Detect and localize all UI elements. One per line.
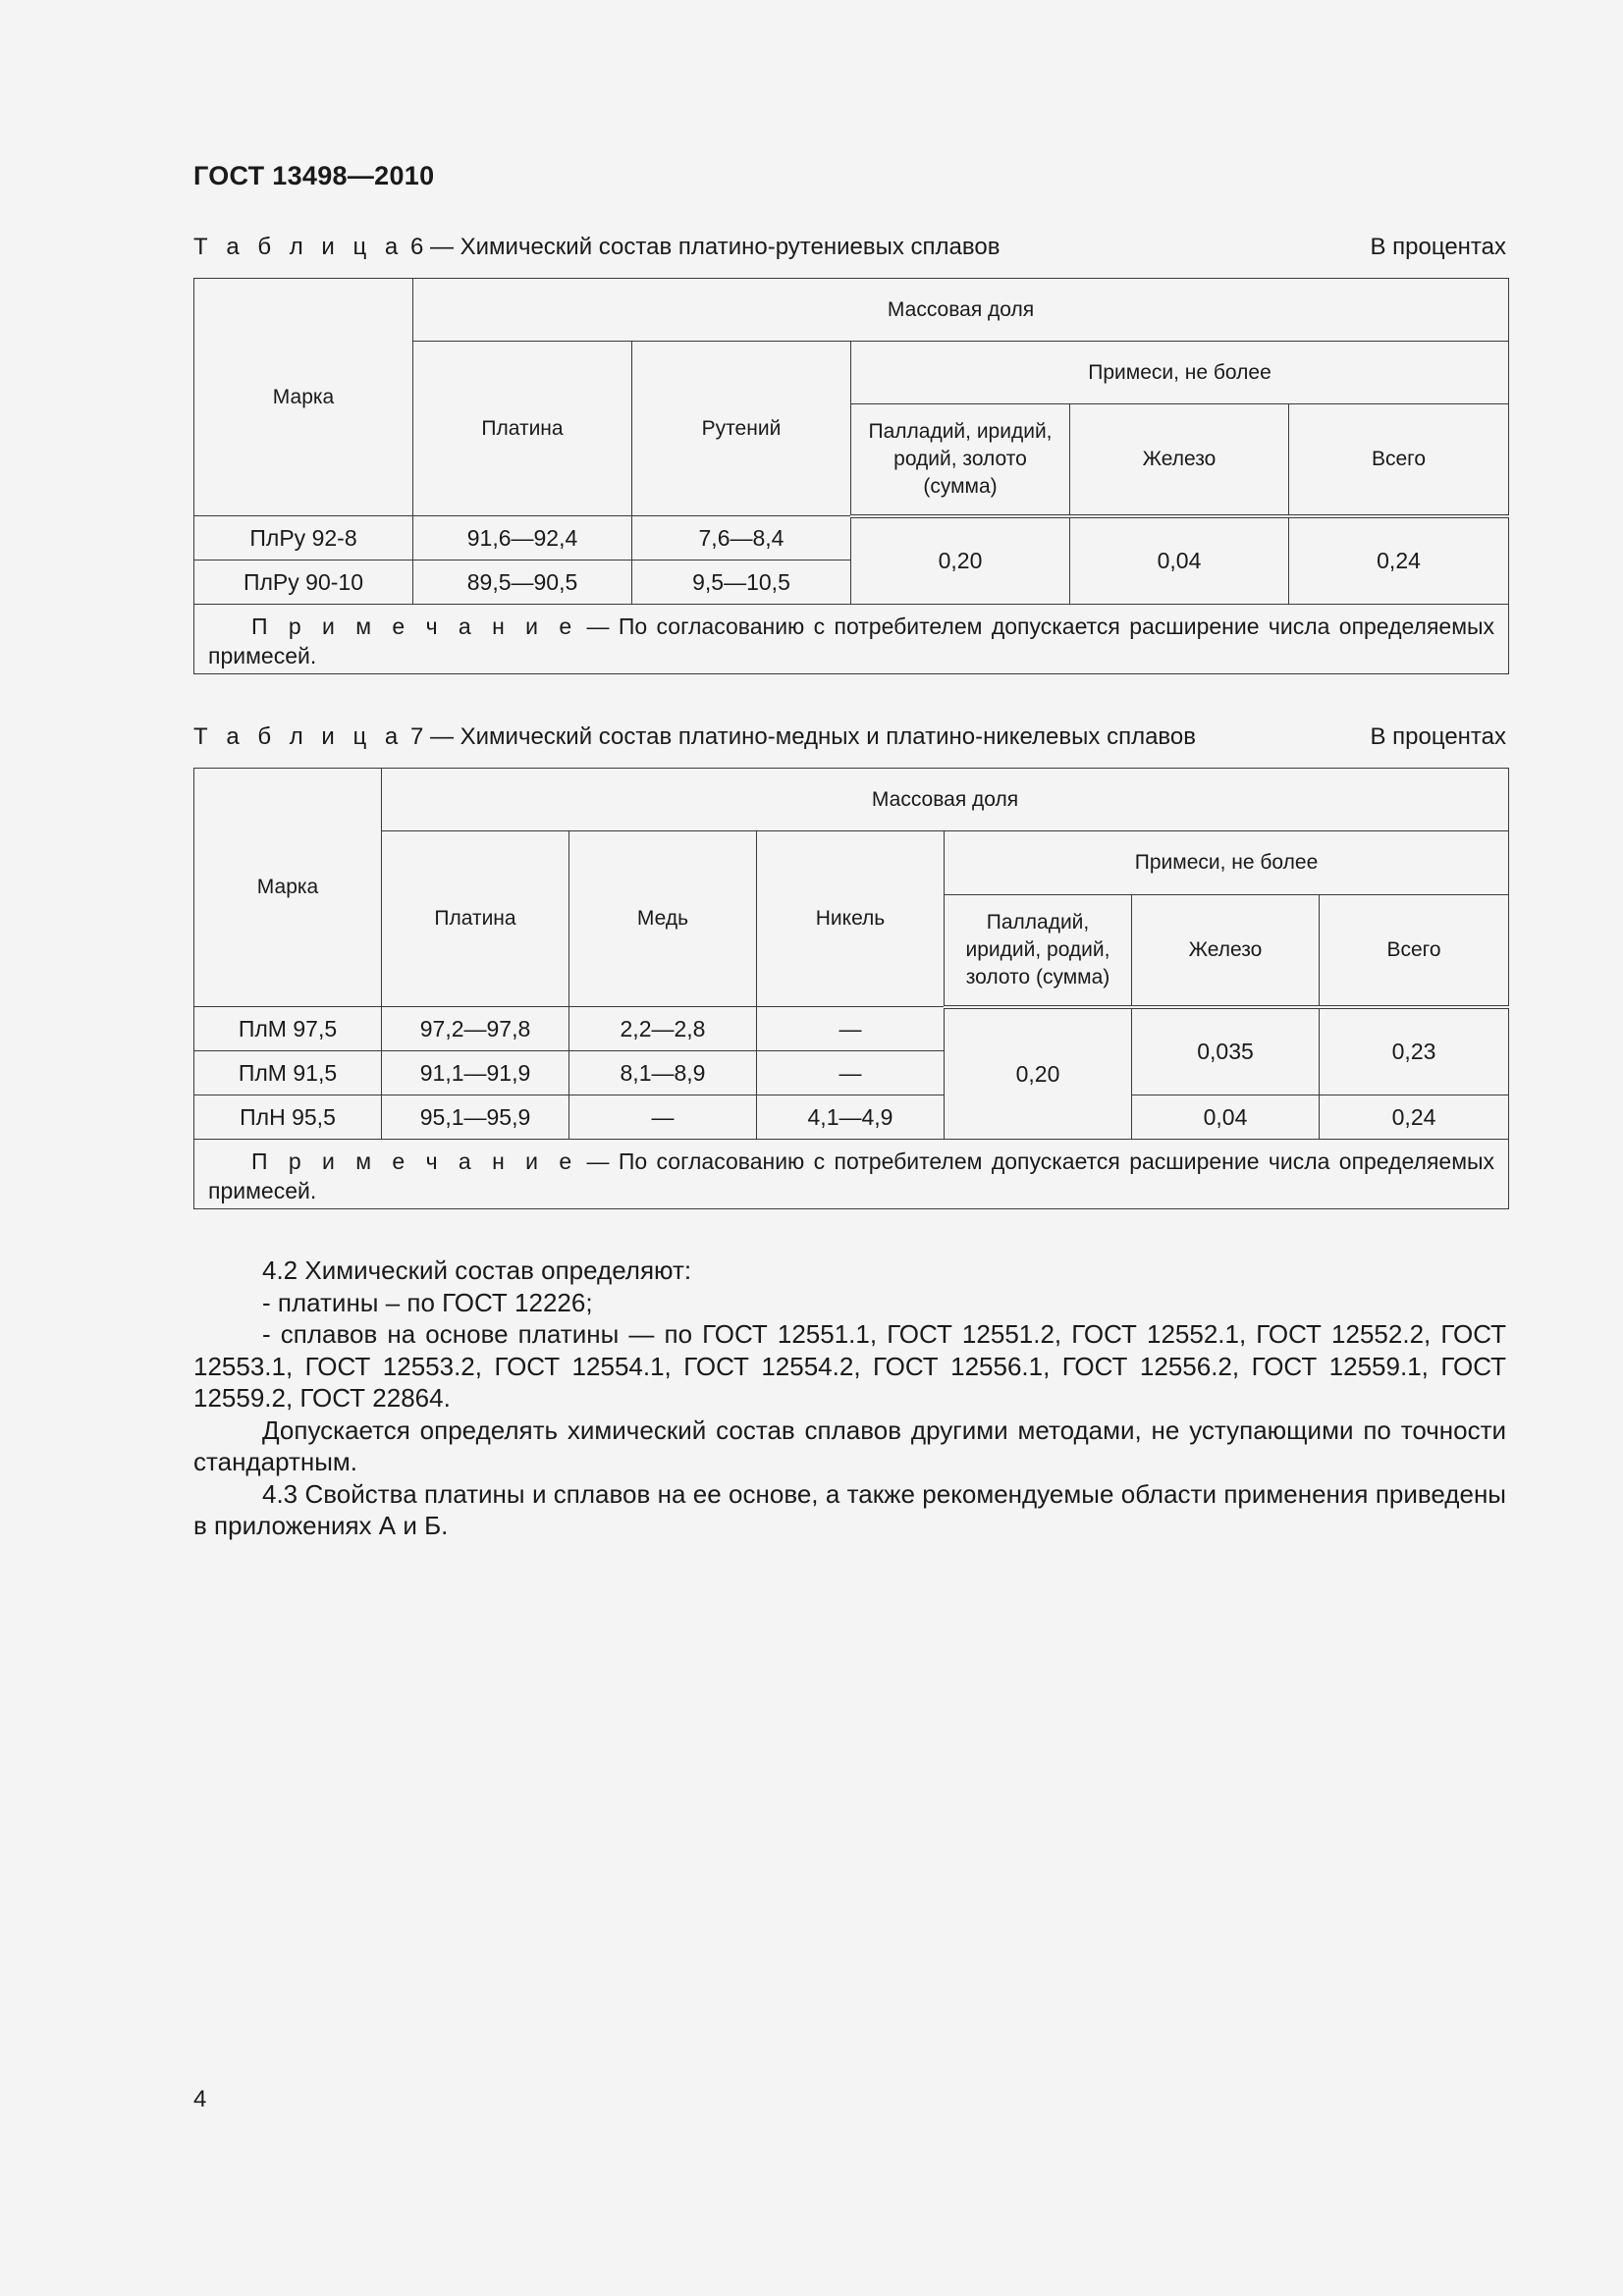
table7-row2-pt: 91,1—91,9 xyxy=(382,1051,569,1095)
table7-total-nickel-value: 0,24 xyxy=(1320,1095,1509,1140)
table7-row3-ni: 4,1—4,9 xyxy=(757,1095,945,1140)
table6-header-pd: Палладий, иридий, родий, золото (сумма) xyxy=(851,404,1070,516)
table7-header-mass: Массовая доля xyxy=(382,769,1509,831)
table7-row1-ni: — xyxy=(757,1007,945,1051)
document-code-header: ГОСТ 13498—2010 xyxy=(193,161,435,190)
table7-header-platinum: Платина xyxy=(382,831,569,1007)
table6-fe-value: 0,04 xyxy=(1070,516,1289,605)
table7 xyxy=(193,768,1509,1209)
table-row xyxy=(194,1007,1509,1051)
table7-row3-grade: ПлН 95,5 xyxy=(194,1095,382,1140)
table6 xyxy=(193,278,1509,674)
paragraph-alloy-methods: - сплавов на основе платины — по ГОСТ 12551.1, ГОСТ 12551.2, ГОСТ 12552.1, ГОСТ 12552.2, ГОСТ 12553.1, ГОСТ 12553.2, ГОСТ 12554.1, ГОСТ 12554.2, ГОСТ 12556.1, ГОСТ 12556.2, ГОСТ 12559.1, ГОСТ 12559.2, ГОСТ 22864. xyxy=(193,1319,1506,1413)
table6-header-total: Всего xyxy=(1289,404,1509,516)
table7-pd-value: 0,20 xyxy=(945,1007,1132,1140)
table6-row1-pt: 91,6—92,4 xyxy=(413,516,632,561)
table6-units: В процентах xyxy=(1370,234,1506,260)
table6-row2-ru: 9,5—10,5 xyxy=(632,561,851,605)
table7-row2-grade: ПлМ 91,5 xyxy=(194,1051,382,1095)
table7-fe-nickel-value: 0,04 xyxy=(1132,1095,1320,1140)
paragraph-4-2: 4.2 Химический состав определяют: xyxy=(262,1255,692,1285)
table6-total-value: 0,24 xyxy=(1289,516,1509,605)
page-number: 4 xyxy=(193,2086,207,2112)
table7-caption xyxy=(193,723,1506,751)
table7-header-fe: Железо xyxy=(1132,895,1320,1007)
table7-row3-cu: — xyxy=(569,1095,757,1140)
paragraph-platinum-method: - платины – по ГОСТ 12226; xyxy=(262,1287,593,1317)
table7-header-impurities: Примеси, не более xyxy=(945,831,1509,895)
table-row xyxy=(194,1095,1509,1140)
table6-row2-pt: 89,5—90,5 xyxy=(413,561,632,605)
table6-header-fe: Железо xyxy=(1070,404,1289,516)
table7-header-grade: Марка xyxy=(194,769,382,1007)
table7-total-copper-value: 0,23 xyxy=(1320,1007,1509,1095)
paragraph-4-3: 4.3 Свойства платины и сплавов на ее основе, а также рекомендуемые области применения приведены в приложениях А и Б. xyxy=(193,1478,1506,1540)
table6-caption xyxy=(193,234,1506,261)
table6-caption-title: Т а б л и ц а 6 — Химический состав платино-рутениевых сплавов xyxy=(193,234,1001,260)
table6-header-ruthenium: Рутений xyxy=(632,342,851,516)
table6-note: П р и м е ч а н и е — По согласованию с потребителем допускается расширение числа определяемых примесей. xyxy=(194,605,1509,674)
table6-row1-ru: 7,6—8,4 xyxy=(632,516,851,561)
table6-header-mass: Массовая доля xyxy=(413,279,1509,342)
table7-header-copper: Медь xyxy=(569,831,757,1007)
table7-row3-pt: 95,1—95,9 xyxy=(382,1095,569,1140)
table7-header-total: Всего xyxy=(1320,895,1509,1007)
table7-caption-title: Т а б л и ц а 7 — Химический состав платино-медных и платино-никелевых сплавов xyxy=(193,723,1196,750)
table-row xyxy=(194,516,1509,561)
table7-header-nickel: Никель xyxy=(757,831,945,1007)
table6-header-grade: Марка xyxy=(194,279,413,516)
paragraph-other-methods: Допускается определять химический состав сплавов другими методами, не уступающими по точности стандартным. xyxy=(193,1415,1506,1476)
table6-row1-grade: ПлРу 92-8 xyxy=(194,516,413,561)
table7-header-pd: Палладий, иридий, родий, золото (сумма) xyxy=(945,895,1132,1007)
table7-row1-cu: 2,2—2,8 xyxy=(569,1007,757,1051)
table7-fe-copper-value: 0,035 xyxy=(1132,1007,1320,1095)
table7-note: П р и м е ч а н и е — По согласованию с потребителем допускается расширение числа определяемых примесей. xyxy=(194,1140,1509,1209)
table6-header-platinum: Платина xyxy=(413,342,632,516)
table6-header-impurities: Примеси, не более xyxy=(851,342,1509,404)
body-text xyxy=(193,1255,1506,1542)
table7-units: В процентах xyxy=(1370,723,1506,750)
table6-pd-value: 0,20 xyxy=(851,516,1070,605)
table7-row1-grade: ПлМ 97,5 xyxy=(194,1007,382,1051)
table7-row1-pt: 97,2—97,8 xyxy=(382,1007,569,1051)
table7-row2-cu: 8,1—8,9 xyxy=(569,1051,757,1095)
table7-row2-ni: — xyxy=(757,1051,945,1095)
table6-row2-grade: ПлРу 90-10 xyxy=(194,561,413,605)
